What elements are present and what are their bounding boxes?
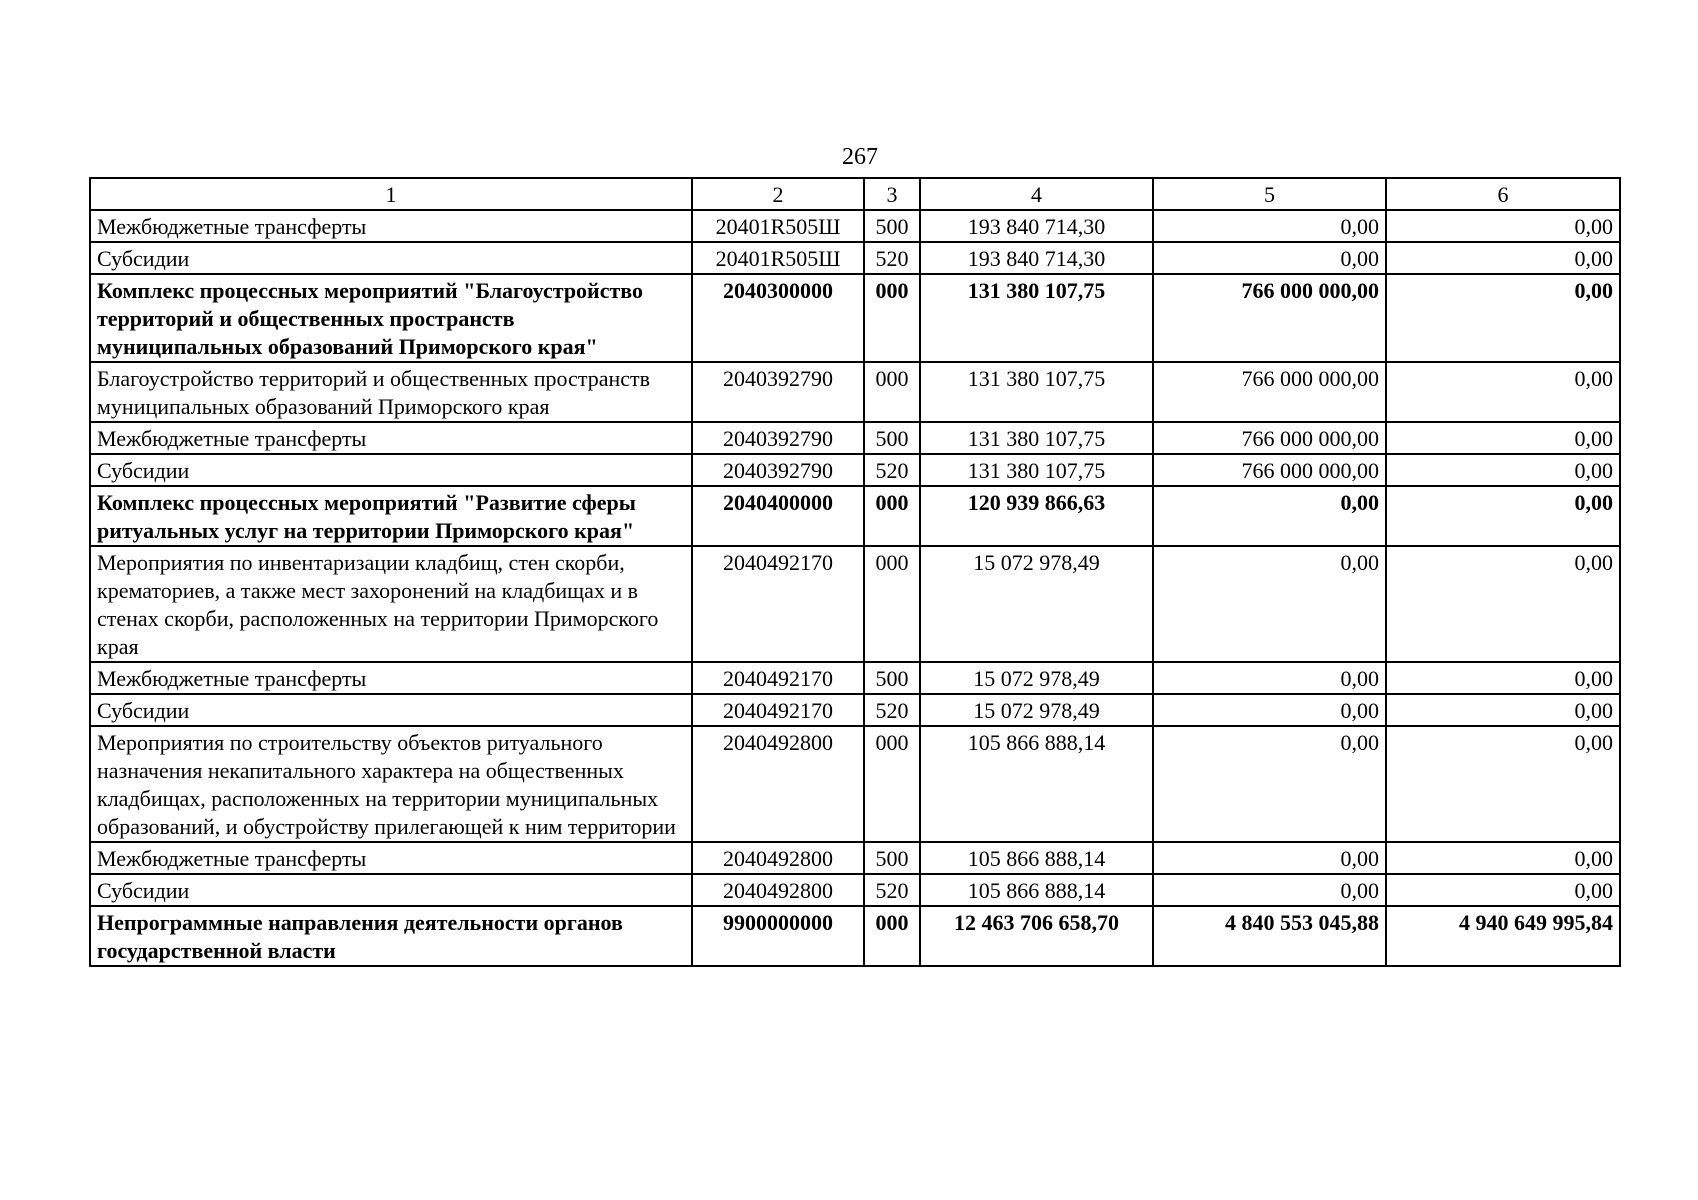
amount-cell-4: 131 380 107,75 [920, 422, 1153, 454]
code-cell: 2040492170 [692, 546, 864, 662]
vr-cell: 000 [864, 274, 920, 362]
code-cell: 2040492800 [692, 726, 864, 842]
code-cell: 2040392790 [692, 454, 864, 486]
amount-cell-5: 766 000 000,00 [1153, 274, 1386, 362]
amount-cell-4: 131 380 107,75 [920, 362, 1153, 422]
name-cell: Комплекс процессных мероприятий "Благоустройство территорий и общественных пространств муниципальных образований Приморского края" [90, 274, 692, 362]
name-cell: Комплекс процессных мероприятий "Развитие сферы ритуальных услуг на территории Приморского края" [90, 486, 692, 546]
code-cell: 2040392790 [692, 422, 864, 454]
table-row [90, 274, 1620, 362]
amount-cell-5: 0,00 [1153, 210, 1386, 242]
amount-cell-4: 15 072 978,49 [920, 662, 1153, 694]
amount-cell-5: 0,00 [1153, 694, 1386, 726]
code-cell: 20401R505Ш [692, 210, 864, 242]
amount-cell-6: 0,00 [1386, 422, 1620, 454]
vr-cell: 000 [864, 486, 920, 546]
amount-cell-6: 0,00 [1386, 662, 1620, 694]
amount-cell-5: 0,00 [1153, 842, 1386, 874]
amount-cell-4: 15 072 978,49 [920, 546, 1153, 662]
name-cell: Мероприятия по инвентаризации кладбищ, стен скорби, крематориев, а также мест захоронений на кладбищах и в стенах скорби, расположенных на территории Приморского края [90, 546, 692, 662]
name-cell: Межбюджетные трансферты [90, 842, 692, 874]
name-cell: Межбюджетные трансферты [90, 422, 692, 454]
amount-cell-5: 766 000 000,00 [1153, 454, 1386, 486]
name-cell: Субсидии [90, 694, 692, 726]
header-col-6: 6 [1386, 178, 1620, 210]
table-row [90, 694, 1620, 726]
table-row [90, 454, 1620, 486]
code-cell: 2040492170 [692, 694, 864, 726]
amount-cell-4: 193 840 714,30 [920, 242, 1153, 274]
vr-cell: 520 [864, 454, 920, 486]
amount-cell-5: 0,00 [1153, 874, 1386, 906]
header-col-5: 5 [1153, 178, 1386, 210]
amount-cell-6: 0,00 [1386, 274, 1620, 362]
amount-cell-6: 0,00 [1386, 242, 1620, 274]
amount-cell-6: 0,00 [1386, 486, 1620, 546]
table-row [90, 662, 1620, 694]
code-cell: 20401R505Ш [692, 242, 864, 274]
table-row [90, 422, 1620, 454]
header-col-2: 2 [692, 178, 864, 210]
amount-cell-5: 0,00 [1153, 726, 1386, 842]
header-row [90, 178, 1620, 210]
amount-cell-5: 0,00 [1153, 486, 1386, 546]
amount-cell-5: 0,00 [1153, 546, 1386, 662]
amount-cell-4: 105 866 888,14 [920, 726, 1153, 842]
amount-cell-5: 766 000 000,00 [1153, 422, 1386, 454]
table-row [90, 874, 1620, 906]
amount-cell-4: 105 866 888,14 [920, 874, 1153, 906]
vr-cell: 500 [864, 662, 920, 694]
vr-cell: 000 [864, 546, 920, 662]
name-cell: Межбюджетные трансферты [90, 210, 692, 242]
name-cell: Межбюджетные трансферты [90, 662, 692, 694]
vr-cell: 520 [864, 874, 920, 906]
table-row [90, 210, 1620, 242]
vr-cell: 000 [864, 362, 920, 422]
name-cell: Непрограммные направления деятельности органов государственной власти [90, 906, 692, 966]
amount-cell-6: 0,00 [1386, 842, 1620, 874]
code-cell: 2040492170 [692, 662, 864, 694]
table-row [90, 546, 1620, 662]
name-cell: Мероприятия по строительству объектов ритуального назначения некапитального характера на общественных кладбищах, расположенных на территории муниципальных образований, и обустройству прилегающей к ним территории [90, 726, 692, 842]
amount-cell-6: 0,00 [1386, 362, 1620, 422]
code-cell: 2040392790 [692, 362, 864, 422]
amount-cell-4: 15 072 978,49 [920, 694, 1153, 726]
vr-cell: 500 [864, 210, 920, 242]
table-row [90, 726, 1620, 842]
table-row [90, 242, 1620, 274]
amount-cell-6: 0,00 [1386, 694, 1620, 726]
amount-cell-5: 766 000 000,00 [1153, 362, 1386, 422]
amount-cell-4: 131 380 107,75 [920, 274, 1153, 362]
table-row [90, 842, 1620, 874]
code-cell: 2040400000 [692, 486, 864, 546]
amount-cell-6: 0,00 [1386, 210, 1620, 242]
amount-cell-5: 0,00 [1153, 242, 1386, 274]
amount-cell-4: 193 840 714,30 [920, 210, 1153, 242]
vr-cell: 500 [864, 842, 920, 874]
header-col-3: 3 [864, 178, 920, 210]
table-row [90, 486, 1620, 546]
vr-cell: 000 [864, 906, 920, 966]
amount-cell-6: 0,00 [1386, 454, 1620, 486]
code-cell: 2040300000 [692, 274, 864, 362]
code-cell: 9900000000 [692, 906, 864, 966]
header-col-4: 4 [920, 178, 1153, 210]
amount-cell-4: 105 866 888,14 [920, 842, 1153, 874]
amount-cell-5: 4 840 553 045,88 [1153, 906, 1386, 966]
name-cell: Субсидии [90, 874, 692, 906]
amount-cell-6: 0,00 [1386, 546, 1620, 662]
vr-cell: 520 [864, 694, 920, 726]
amount-cell-4: 120 939 866,63 [920, 486, 1153, 546]
code-cell: 2040492800 [692, 874, 864, 906]
amount-cell-5: 0,00 [1153, 662, 1386, 694]
vr-cell: 000 [864, 726, 920, 842]
budget-table [89, 177, 1621, 967]
name-cell: Субсидии [90, 242, 692, 274]
amount-cell-6: 0,00 [1386, 726, 1620, 842]
amount-cell-6: 4 940 649 995,84 [1386, 906, 1620, 966]
table-row [90, 362, 1620, 422]
name-cell: Благоустройство территорий и общественных пространств муниципальных образований Приморского края [90, 362, 692, 422]
code-cell: 2040492800 [692, 842, 864, 874]
vr-cell: 500 [864, 422, 920, 454]
amount-cell-4: 12 463 706 658,70 [920, 906, 1153, 966]
header-col-1: 1 [90, 178, 692, 210]
amount-cell-4: 131 380 107,75 [920, 454, 1153, 486]
vr-cell: 520 [864, 242, 920, 274]
table-row [90, 906, 1620, 966]
name-cell: Субсидии [90, 454, 692, 486]
page-number: 267 [842, 144, 878, 170]
amount-cell-6: 0,00 [1386, 874, 1620, 906]
